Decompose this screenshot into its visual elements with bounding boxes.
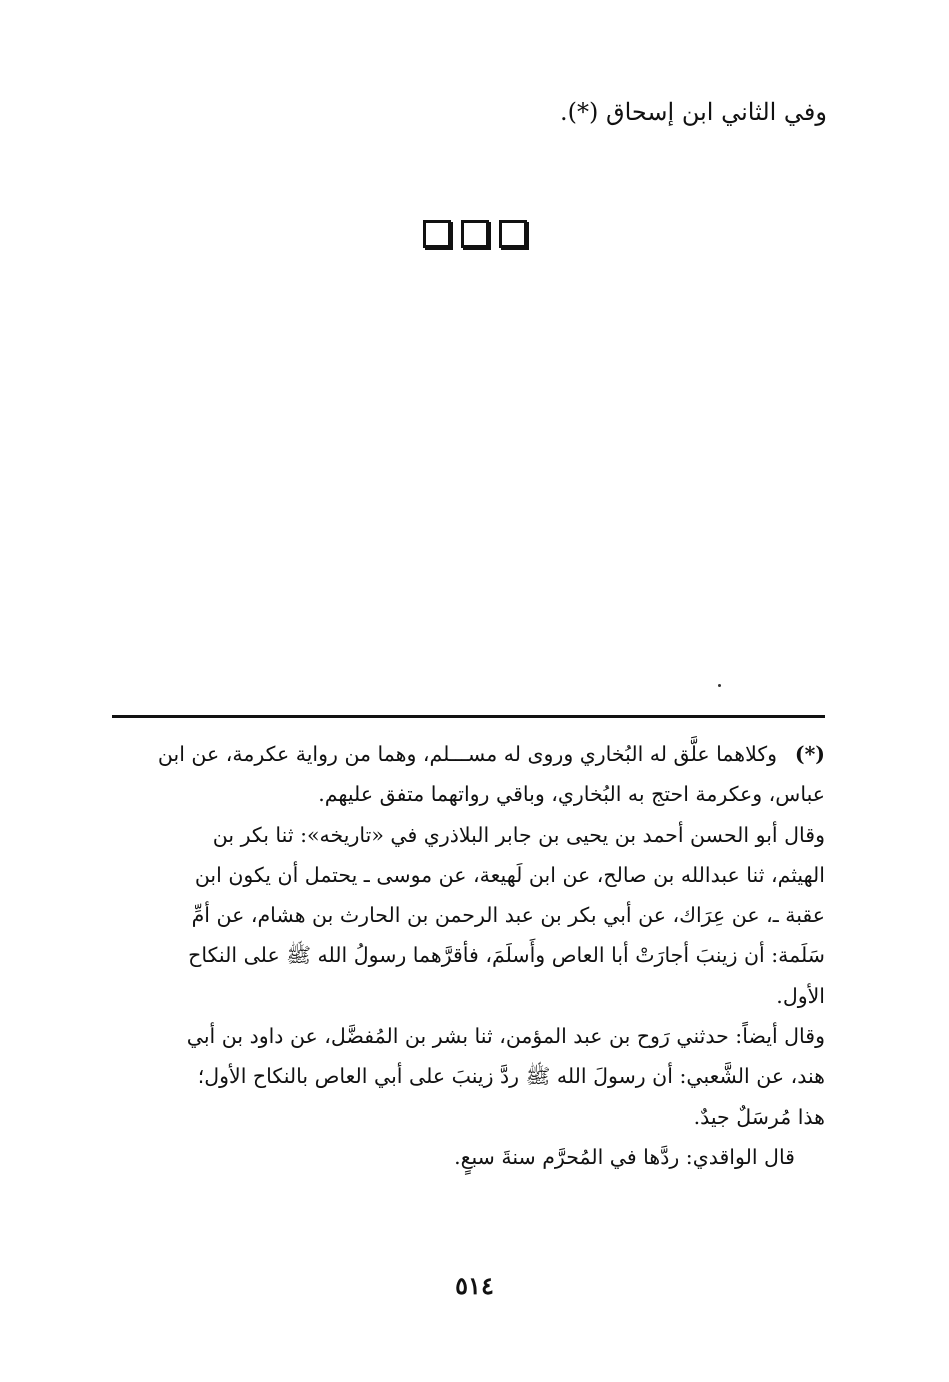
- footnote-asterisk: [110, 734, 825, 815]
- paragraph-line: الهيثم، ثنا عبدالله بن صالح، عن ابن لَهيعة، عن موسى ـ يحتمل أن يكون ابن: [194, 862, 825, 887]
- section-separator: [0, 216, 949, 250]
- print-speck: [718, 684, 721, 687]
- separator-square-icon: [499, 220, 527, 248]
- footnote-rule: [112, 715, 825, 718]
- paragraph-line: عقبة ـ، عن عِرَاك، عن أبي بكر بن عبد الرحمن بن الحارث بن هشام، عن أمِّ: [191, 903, 825, 928]
- footnote-marker: (*): [794, 742, 825, 766]
- footnotes-section: [110, 734, 825, 1177]
- paragraph-line: سَلَمة: أن زينبَ أجارَتْ أبا العاص وأَسلَمَ، فأقرَّهما رسولُ الله ﷺ على النكاح: [188, 943, 825, 968]
- paragraph-line: الأول.: [776, 983, 825, 1008]
- separator-square-icon: [423, 220, 451, 248]
- paragraph-line: قال الواقدي: ردَّها في المُحرَّم سنةَ سبعٍ.: [454, 1144, 795, 1169]
- paragraph-line: هند، عن الشَّعبي: أن رسولَ الله ﷺ ردَّ زينبَ على أبي العاص بالنكاح الأول؛: [197, 1064, 825, 1089]
- paragraph-line: هذا مُرسَلٌ جيدٌ.: [693, 1104, 825, 1129]
- main-text-line: وفي الثاني ابن إسحاق (*).: [560, 98, 827, 126]
- footnote-paragraph: [110, 1137, 825, 1177]
- footnote-line: عباس، وعكرمة احتج به البُخاري، وباقي رواتهما متفق عليهم.: [318, 782, 825, 807]
- paragraph-line: وقال أبو الحسن أحمد بن يحيى بن جابر البلاذري في «تاريخه»: ثنا بكر بن: [212, 822, 825, 847]
- page-number: ٥١٤: [455, 1271, 494, 1300]
- footnote-paragraph: [110, 1016, 825, 1137]
- paragraph-line: وقال أيضاً: حدثني رَوح بن عبد المؤمن، ثنا بشر بن المُفضَّل، عن داود بن أبي: [186, 1024, 825, 1049]
- footnote-line: وكلاهما علَّق له البُخاري وروى له مســـلم، وهما من رواية عكرمة، عن ابن: [157, 742, 777, 766]
- separator-square-icon: [461, 220, 489, 248]
- footnote-paragraph: [110, 815, 825, 1016]
